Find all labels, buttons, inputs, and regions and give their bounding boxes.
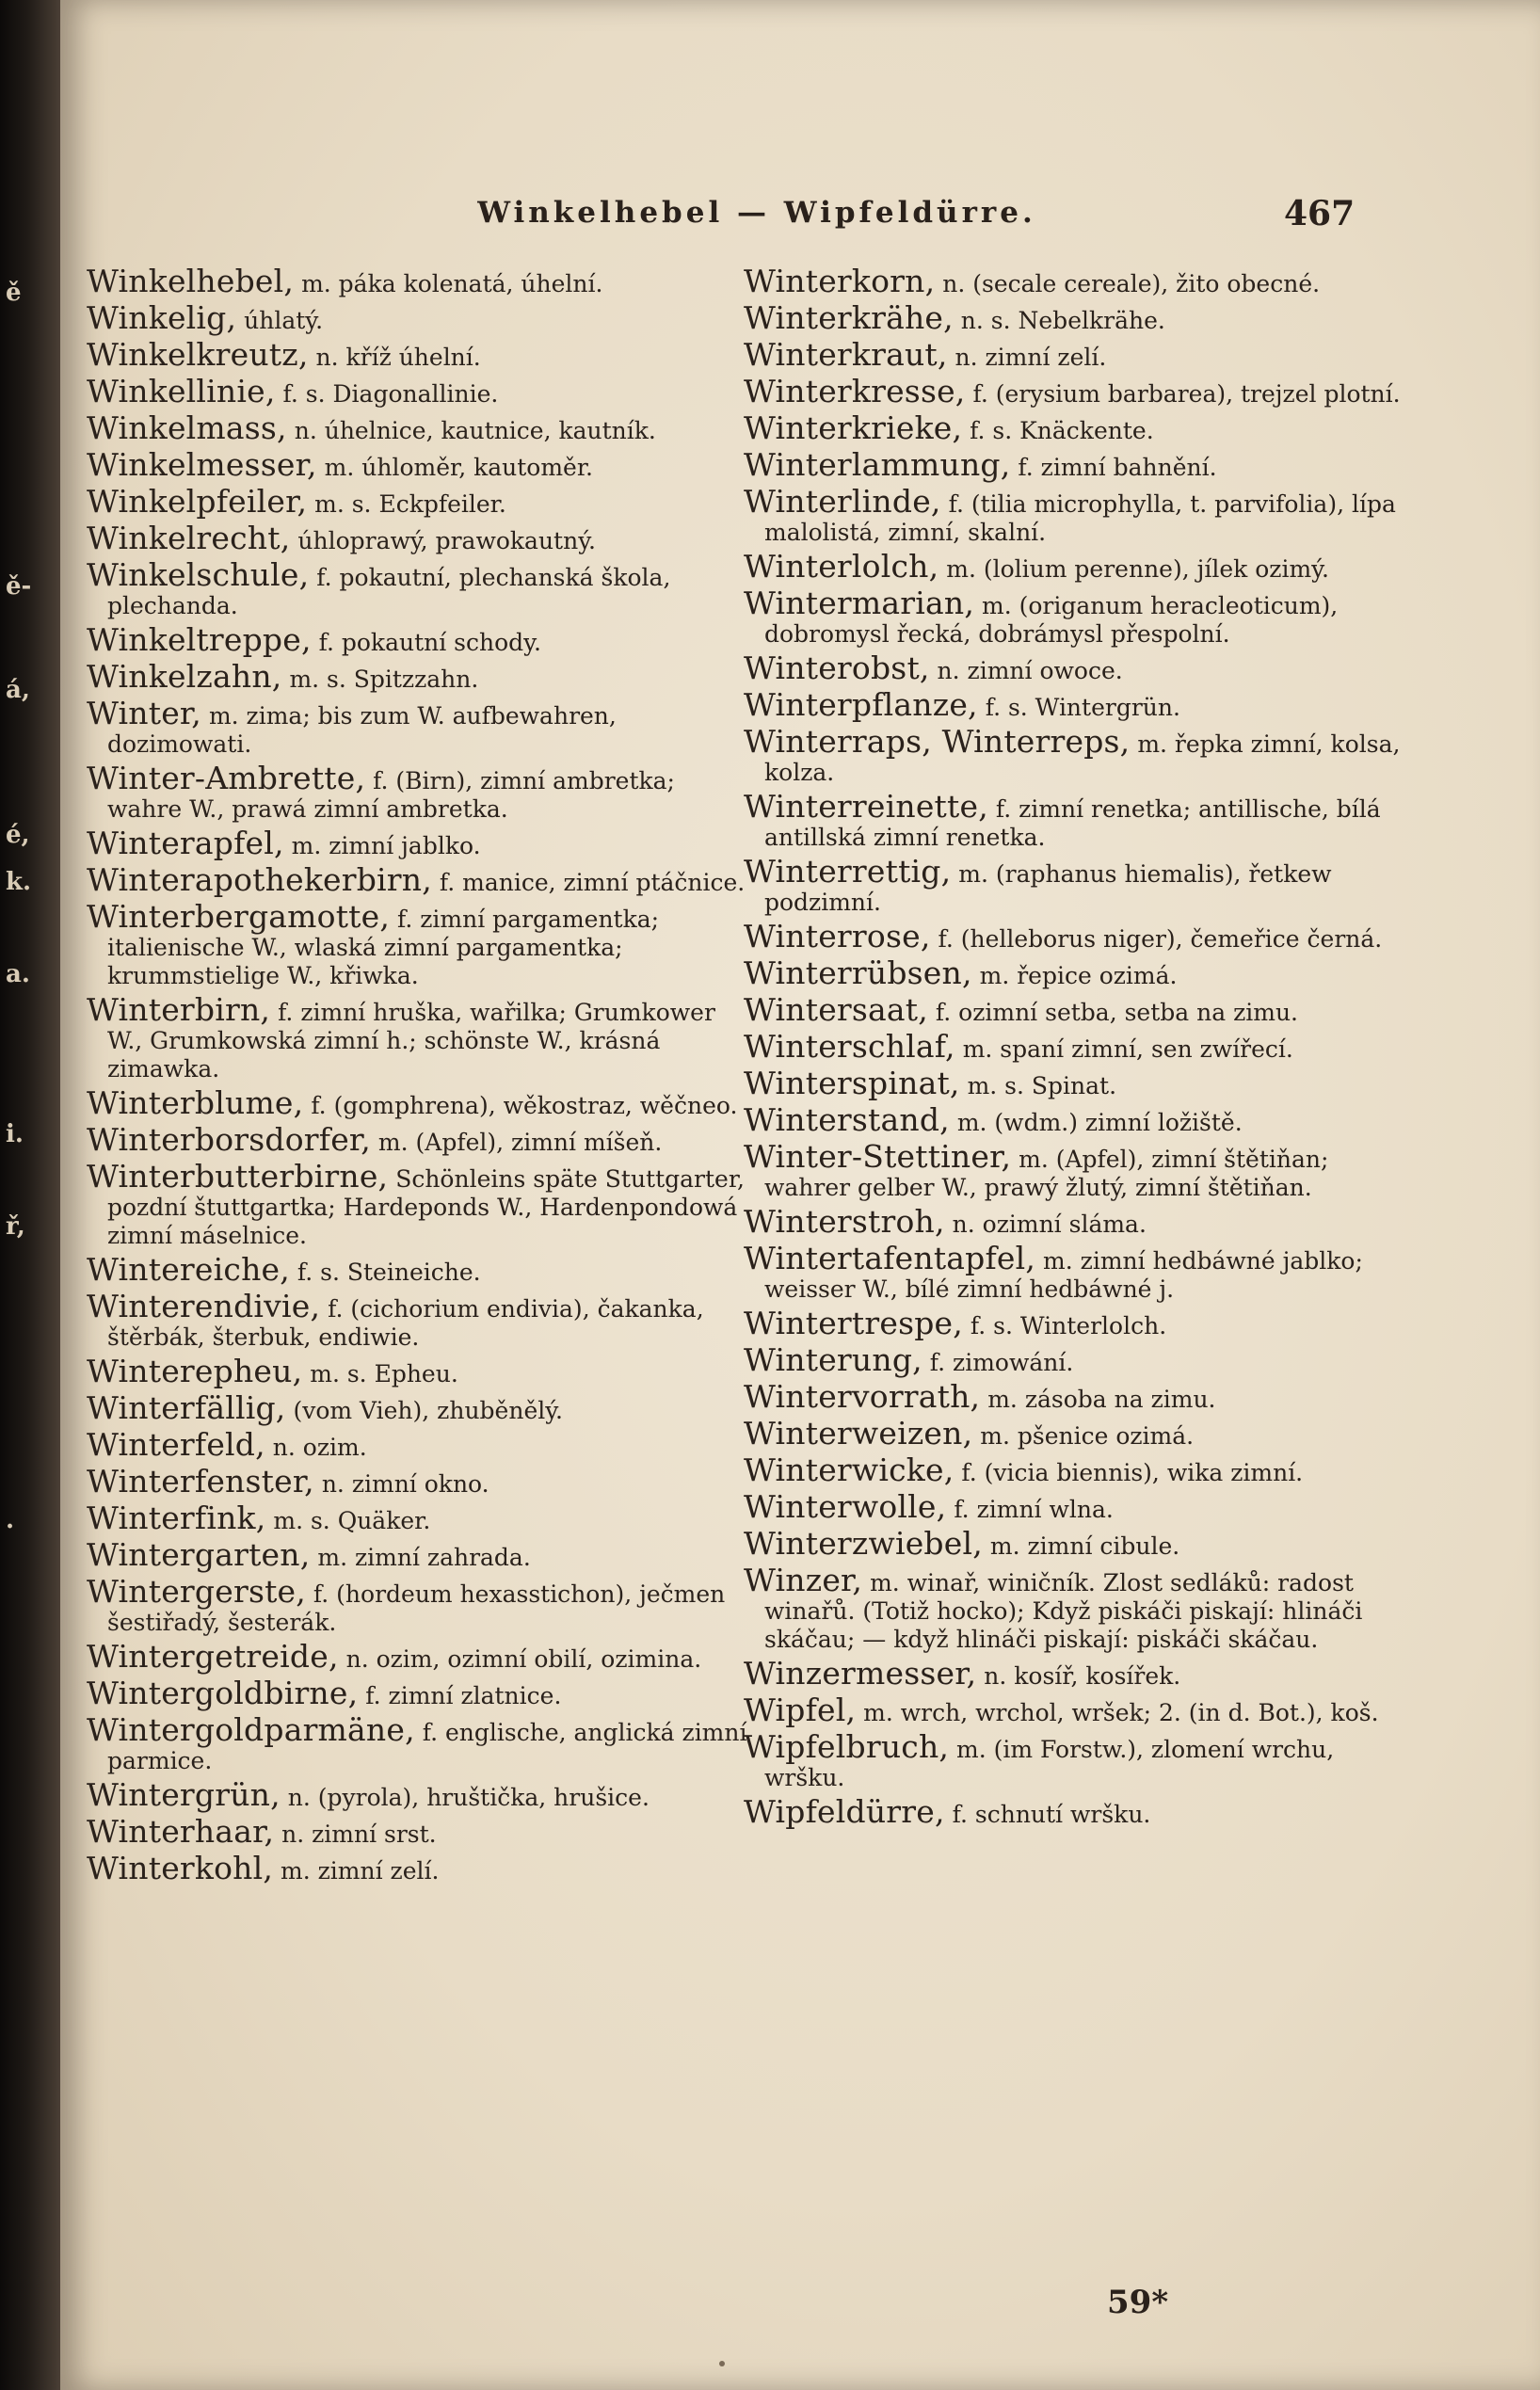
dictionary-entry [744,918,1408,954]
entry-definition: m. (Apfel), zimní štětiňan; wahrer gelber W., prawý žlutý, zimní štětiňan. [764,1146,1329,1201]
dictionary-entry [744,1452,1408,1488]
entry-definition: m. pšenice ozimá. [980,1422,1195,1450]
entry-headword: Winkelkreutz, [87,336,309,373]
entry-headword: Winterstand, [744,1101,950,1138]
entry-definition: f. s. Wintergrün. [985,694,1180,721]
dictionary-entry [87,621,751,658]
entry-headword: Winterpflanze, [744,686,978,723]
entry-headword: Winkelpfeiler, [87,483,308,520]
entry-headword: Winterkraut, [744,336,948,373]
dictionary-entry [87,1638,751,1675]
entry-definition: n. kříž úhelní. [315,344,481,371]
entry-definition: f. (gomphrena), wěkostraz, wěčneo. [311,1092,738,1119]
dictionary-entry [87,825,751,861]
entry-headword: Winterfeld, [87,1426,265,1463]
dictionary-entry [744,1028,1408,1065]
entry-headword: Wintergoldbirne, [87,1675,359,1711]
entry-headword: Winkeltreppe, [87,621,312,658]
entry-definition: m. řepice ozimá. [979,962,1178,989]
dictionary-entry [87,1288,751,1352]
entry-definition: Schönleins späte Stuttgarter, pozdní štuttgartka; Hardeponds W., Hardenpondowá zimní máselnice. [107,1165,745,1249]
entry-headword: Winkellinie, [87,373,276,409]
dictionary-entry [744,1488,1408,1525]
entry-definition: f. (hordeum hexasstichon), ječmen šestiřadý, šesterák. [107,1580,726,1636]
entry-definition: m. zimní jablko. [291,832,481,859]
entry-headword: Winterkrähe, [744,299,954,336]
margin-mark: i. [6,1120,24,1148]
margin-mark: ř, [6,1212,25,1241]
entry-definition: f. zimní wlna. [954,1496,1114,1523]
entry-headword: Winkelmesser, [87,446,317,483]
entry-definition: n. (secale cereale), žito obecné. [942,270,1321,297]
entry-headword: Winkelrecht, [87,520,291,556]
entry-headword: Wintervorrath, [744,1378,981,1415]
dictionary-entry [744,1655,1408,1692]
entry-headword: Winterzwiebel, [744,1525,983,1562]
entry-headword: Winterbutterbirne, [87,1158,389,1195]
dictionary-entry [744,1415,1408,1452]
dictionary-entry [87,1121,751,1158]
entry-definition: m. zimní zelí. [281,1857,440,1885]
entry-definition: f. ozimní setba, setba na zimu. [935,999,1299,1026]
entry-definition: n. zimní zelí. [954,344,1107,371]
entry-definition: f. pokautní schody. [318,629,541,656]
entry-headword: Winterblume, [87,1084,304,1121]
entry-definition: n. ozim, ozimní obilí, ozimina. [345,1645,702,1673]
dictionary-entry [744,483,1408,547]
entry-definition: m. (wdm.) zimní ložiště. [956,1109,1243,1136]
entry-headword: Winterlolch, [744,548,939,585]
entry-headword: Winterapothekerbirn, [87,861,432,898]
entry-headword: Wintergoldparmäne, [87,1711,415,1748]
entry-headword: Winterung, [744,1341,922,1378]
dictionary-entry [744,1793,1408,1830]
entry-headword: Winter-Stettiner, [744,1138,1012,1175]
entry-headword: Winterschlaf, [744,1028,955,1065]
entry-definition: f. (erysium barbarea), trejzel plotní. [972,380,1401,408]
margin-mark: ě- [6,572,32,601]
entry-headword: Winterkohl, [87,1850,274,1886]
entry-headword: Winterraps, Winterreps, [744,723,1131,760]
entry-headword: Winterkrieke, [744,409,963,446]
dictionary-entry [744,1728,1408,1792]
dictionary-entry [87,991,751,1083]
signature-mark: 59* [1107,2284,1169,2321]
dictionary-entry [87,336,751,373]
right-column [744,263,1408,1835]
margin-mark: k. [6,868,32,896]
entry-definition: n. kosíř, kosířek. [984,1662,1181,1690]
entry-definition: f. s. Winterlolch. [970,1312,1167,1339]
dictionary-entry [744,1692,1408,1728]
dictionary-entry [744,336,1408,373]
entry-definition: n. ozimní sláma. [952,1211,1147,1238]
entry-headword: Winkelhebel, [87,263,295,299]
entry-headword: Winterrose, [744,918,931,954]
margin-mark: ě [6,279,22,307]
dictionary-entry [744,299,1408,336]
entry-headword: Winterstroh, [744,1203,945,1240]
entry-headword: Wintermarian, [744,585,975,621]
entry-definition: m. s. Epheu. [310,1360,458,1387]
entry-headword: Winterfällig, [87,1389,286,1426]
entry-headword: Winterweizen, [744,1415,973,1452]
entry-headword: Wintertafentapfel, [744,1240,1036,1276]
entry-headword: Wintergerste, [87,1573,306,1610]
entry-headword: Winkelmass, [87,409,287,446]
entry-headword: Wintereiche, [87,1251,290,1288]
entry-definition: f. manice, zimní ptáčnice. [439,869,746,896]
entry-headword: Wintergetreide, [87,1638,339,1675]
dictionary-entry [87,446,751,483]
entry-headword: Winterbergamotte, [87,898,391,935]
entry-headword: Wintertrespe, [744,1305,963,1341]
running-header: Winkelhebel — Wipfeldürre. [477,196,1036,230]
entry-headword: Winterbirn, [87,991,271,1028]
entry-definition: n. (pyrola), hruštička, hrušice. [287,1784,650,1811]
dictionary-entry [87,898,751,990]
entry-definition: (vom Vieh), zhuběnělý. [293,1397,563,1424]
entry-headword: Wipfelbruch, [744,1728,950,1765]
entry-headword: Winterrübsen, [744,954,972,991]
entry-definition: f. zimní zlatnice. [365,1682,562,1709]
dictionary-entry [744,446,1408,483]
entry-definition: n. zimní owoce. [937,657,1123,684]
entry-definition: f. (vicia biennis), wika zimní. [961,1459,1304,1486]
entry-definition: m. spaní zimní, sen zwířecí. [962,1035,1293,1063]
print-speck [719,2361,725,2366]
entry-headword: Winterreinette, [744,788,988,825]
entry-headword: Winter, [87,695,201,731]
dictionary-entry [87,1573,751,1637]
entry-definition: f. schnutí wršku. [952,1801,1151,1828]
dictionary-entry [744,1305,1408,1341]
entry-definition: f. (tilia microphylla, t. parvifolia), lípa malolistá, zimní, skalní. [764,490,1396,546]
dictionary-entry [87,1813,751,1850]
entry-definition: f. zimowání. [929,1349,1074,1376]
entry-definition: n. úhelnice, kautnice, kautník. [294,417,656,444]
dictionary-page [60,0,1540,2390]
dictionary-entry [87,658,751,695]
entry-headword: Wintergarten, [87,1536,311,1573]
entry-definition: n. zimní okno. [321,1470,489,1498]
entry-definition: m. s. Eckpfeiler. [314,490,506,518]
dictionary-entry [87,373,751,409]
entry-definition: m. (im Forstw.), zlomení wrchu, wršku. [764,1736,1335,1791]
dictionary-entry [744,1138,1408,1202]
entry-definition: f. pokautní, plechanská škola, plechanda. [107,564,671,619]
entry-headword: Winkelig, [87,299,237,336]
entry-headword: Winterendivie, [87,1288,321,1324]
entry-headword: Wintergrün, [87,1776,281,1813]
dictionary-entry [87,861,751,898]
entry-headword: Winterwicke, [744,1452,954,1488]
entry-headword: Winzermesser, [744,1655,977,1692]
entry-definition: m. s. Spinat. [967,1072,1117,1099]
margin-mark: á, [6,676,30,704]
dictionary-entry [744,1240,1408,1304]
entry-headword: Winterfenster, [87,1463,314,1500]
dictionary-entry [744,263,1408,299]
entry-definition: f. zimní bahnění. [1018,454,1217,481]
dictionary-entry [87,695,751,759]
dictionary-entry [87,1711,751,1775]
entry-headword: Winterhaar, [87,1813,275,1850]
dictionary-entry [87,1426,751,1463]
dictionary-entry [87,1158,751,1250]
entry-definition: n. s. Nebelkrähe. [960,307,1165,334]
entry-definition: f. zimní hruška, wařilka; Grumkower W., Grumkowská zimní h.; schönste W., krásná zimawka. [107,999,715,1083]
dictionary-entry [744,1203,1408,1240]
entry-headword: Winterrettig, [744,853,952,890]
entry-definition: m. (origanum heracleoticum), dobromysl řecká, dobrámysl přespolní. [764,592,1339,648]
dictionary-entry [87,263,751,299]
entry-definition: m. winař, winičník. Zlost sedláků: radost winařů. (Totiž hocko); Když piskáči piskají: hlináči skáčau; — když hlináči piskají: piskáči skáčau. [764,1569,1363,1653]
entry-headword: Winterlammung, [744,446,1011,483]
entry-definition: m. zima; bis zum W. aufbewahren, dozimowati. [107,702,617,758]
dictionary-entry [744,991,1408,1028]
dictionary-entry [87,1536,751,1573]
entry-definition: f. (cichorium endivia), čakanka, štěrbák, šterbuk, endiwie. [107,1295,704,1351]
entry-definition: f. s. Knäckente. [970,417,1154,444]
entry-definition: f. s. Steineiche. [297,1259,481,1286]
entry-headword: Winterkorn, [744,263,936,299]
dictionary-entry [87,1251,751,1288]
entry-definition: m. (Apfel), zimní míšeň. [377,1129,663,1156]
dictionary-entry [87,483,751,520]
entry-headword: Winterlinde, [744,483,941,520]
entry-headword: Winterfink, [87,1500,266,1536]
entry-headword: Wipfel, [744,1692,857,1728]
entry-definition: f. (helleborus niger), čemeřice černá. [938,925,1383,953]
entry-definition: m. řepka zimní, kolsa, kolza. [764,730,1401,786]
entry-definition: úhloprawý, prawokautný. [297,527,596,554]
dictionary-entry [87,1353,751,1389]
entry-definition: n. zimní srst. [281,1821,437,1848]
dictionary-entry [87,760,751,824]
dictionary-entry [744,650,1408,686]
dictionary-entry [87,1776,751,1813]
entry-headword: Winter-Ambrette, [87,760,366,796]
entry-definition: úhlatý. [244,307,324,334]
dictionary-entry [87,1850,751,1886]
dictionary-entry [744,1341,1408,1378]
entry-definition: m. zimní cibule. [989,1532,1180,1560]
entry-definition: f. zimní pargamentka; italienische W., wlaská zimní pargamentka; krummstielige W., křiwka. [107,906,660,989]
entry-definition: m. wrch, wrchol, wršek; 2. (in d. Bot.), koš. [863,1699,1379,1726]
dictionary-entry [744,548,1408,585]
left-column [87,263,751,1891]
book-gutter [0,0,60,2390]
page-number: 467 [1284,194,1356,233]
dictionary-entry [744,1065,1408,1101]
dictionary-entry [87,299,751,336]
entry-headword: Winkelzahn, [87,658,282,695]
entry-definition: m. zimní hedbáwné jablko; weisser W., bílé zimní hedbáwné j. [764,1247,1363,1303]
entry-definition: m. zásoba na zimu. [987,1386,1216,1413]
margin-mark: . [6,1506,15,1534]
dictionary-entry [87,520,751,556]
entry-headword: Winterobst, [744,650,930,686]
dictionary-entry [744,1101,1408,1138]
entry-definition: n. ozim. [272,1434,367,1461]
dictionary-entry [87,1389,751,1426]
entry-definition: f. s. Diagonallinie. [282,380,499,408]
entry-definition: f. englische, anglická zimní parmice. [107,1719,747,1774]
entry-headword: Winterwolle, [744,1488,947,1525]
entry-headword: Wipfeldürre, [744,1793,945,1830]
entry-headword: Winterkresse, [744,373,966,409]
entry-headword: Winterspinat, [744,1065,960,1101]
entry-definition: m. (lolium perenne), jílek ozimý. [946,555,1329,583]
entry-headword: Winzer, [744,1562,863,1598]
entry-definition: m. s. Quäker. [273,1507,431,1534]
dictionary-entry [744,1525,1408,1562]
dictionary-entry [744,1562,1408,1654]
dictionary-entry [87,1084,751,1121]
entry-definition: f. zimní renetka; antillische, bílá antillská zimní renetka. [764,795,1381,851]
dictionary-entry [744,585,1408,649]
dictionary-entry [87,1675,751,1711]
entry-definition: f. (Birn), zimní ambretka; wahre W., prawá zimní ambretka. [107,767,675,823]
dictionary-entry [744,788,1408,852]
dictionary-entry [87,556,751,620]
entry-headword: Winterepheu, [87,1353,303,1389]
dictionary-entry [87,1463,751,1500]
entry-headword: Winterapfel, [87,825,284,861]
dictionary-entry [744,954,1408,991]
dictionary-entry [87,409,751,446]
entry-definition: m. (raphanus hiemalis), řetkew podzimní. [764,860,1332,916]
entry-definition: m. úhloměr, kautoměr. [324,454,593,481]
dictionary-entry [87,1500,751,1536]
entry-definition: m. zimní zahrada. [317,1544,531,1571]
entry-headword: Winterborsdorfer, [87,1121,371,1158]
entry-definition: m. s. Spitzzahn. [289,666,479,693]
dictionary-entry [744,853,1408,917]
entry-headword: Wintersaat, [744,991,928,1028]
dictionary-entry [744,409,1408,446]
margin-mark: é, [6,821,30,849]
margin-mark: a. [6,960,30,988]
entry-definition: m. páka kolenatá, úhelní. [301,270,603,297]
dictionary-entry [744,373,1408,409]
dictionary-entry [744,723,1408,787]
entry-headword: Winkelschule, [87,556,310,593]
dictionary-entry [744,1378,1408,1415]
dictionary-entry [744,686,1408,723]
